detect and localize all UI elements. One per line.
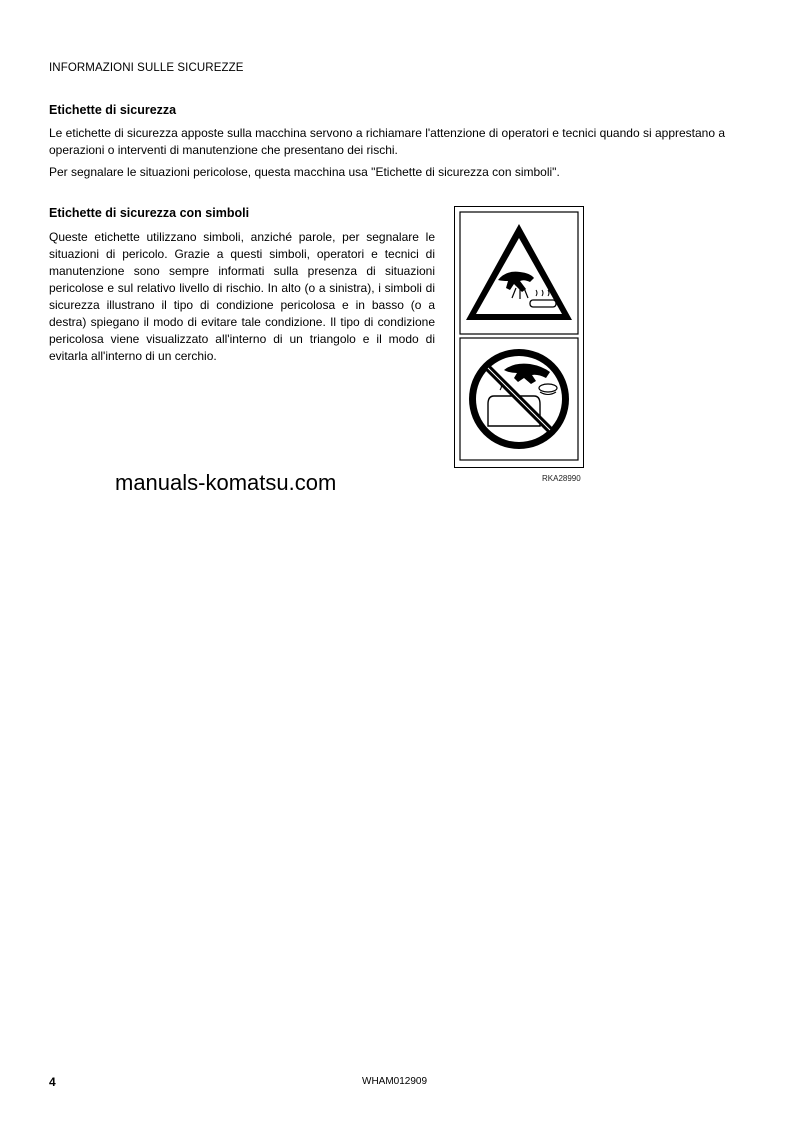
intro-paragraph: Le etichette di sicurezza apposte sulla macchina servono a richiamare l'attenzione di operatori e tecnici quando si apprestano a operazioni o interventi di manutenzione che presentano dei rischi. [49,126,726,157]
figure-code: RKA28990 [542,474,581,483]
section-title: Etichette di sicurezza [49,103,177,117]
safety-label-figure [454,206,584,468]
page-number: 4 [49,1075,56,1089]
watermark-text: manuals-komatsu.com [115,470,337,495]
subsection-body: Queste etichette utilizzano simboli, anziché parole, per segnalare le situazioni di pericolo. Grazie a questi simboli, operatori e tecnici di manutenzione sono sempre informati sulla presenza di situazioni pericolose e sul relativo livello di rischio. In alto (o a sinistra), i simboli di sicurezza illustrano il tipo di condizione pericolosa e in basso (o a destra) spiegano il modo di evitare tale condizione. Il tipo di condizione pericolosa viene visualizzato all'interno di un triangolo e il modo di evitarla all'interno di un cerchio. [49,230,435,363]
document-code: WHAM012909 [362,1076,428,1087]
no-touch-prohibition-circle-icon [469,349,569,449]
intro-paragraph-2: Per segnalare le situazioni pericolose, questa macchina usa "Etichette di sicurezza con simboli". [49,165,560,179]
subsection-title: Etichette di sicurezza con simboli [49,206,250,220]
running-header: INFORMAZIONI SULLE SICUREZZE [49,62,244,74]
